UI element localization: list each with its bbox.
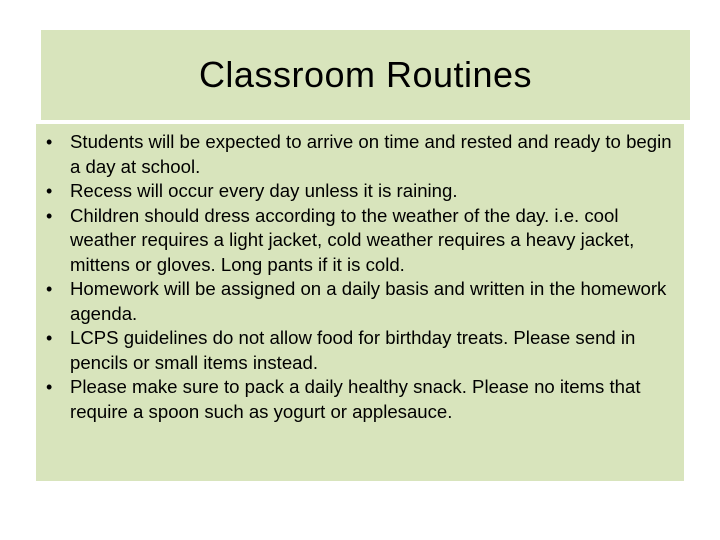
- bullet-item-5: [44, 326, 676, 375]
- bullet-item-2: [44, 179, 676, 204]
- bullet-point-icon: •: [46, 328, 53, 348]
- bullet-text: Recess will occur every day unless it is raining.: [70, 180, 458, 201]
- title-box: [41, 30, 690, 120]
- bullet-text: LCPS guidelines do not allow food for birthday treats. Please send in pencils or small items instead.: [70, 327, 636, 373]
- bullet-item-3: [44, 204, 676, 278]
- bullet-item-4: [44, 277, 676, 326]
- bullet-item-1: [44, 130, 676, 179]
- bullet-text: Homework will be assigned on a daily basis and written in the homework agenda.: [70, 278, 667, 324]
- slide-title: Classroom Routines: [198, 54, 533, 95]
- bullet-point-icon: •: [46, 279, 53, 299]
- bullet-text: Students will be expected to arrive on time and rested and ready to begin a day at school.: [70, 131, 672, 177]
- bullet-item-6: [44, 375, 676, 424]
- bullet-list: [44, 130, 676, 424]
- content-box: [36, 124, 684, 481]
- bullet-point-icon: •: [46, 205, 53, 226]
- bullet-point-icon: •: [46, 181, 53, 201]
- bullet-point-icon: •: [46, 377, 53, 397]
- bullet-point-icon: •: [46, 132, 53, 152]
- bullet-text: Children should dress according to the weather of the day. i.e. cool weather requires a light jacket, cold weather requires a heavy jacket, mittens or gloves. Long pants if it is cold.: [70, 204, 635, 275]
- bullet-text: Please make sure to pack a daily healthy snack. Please no items that require a spoon such as yogurt or applesauce.: [70, 376, 641, 422]
